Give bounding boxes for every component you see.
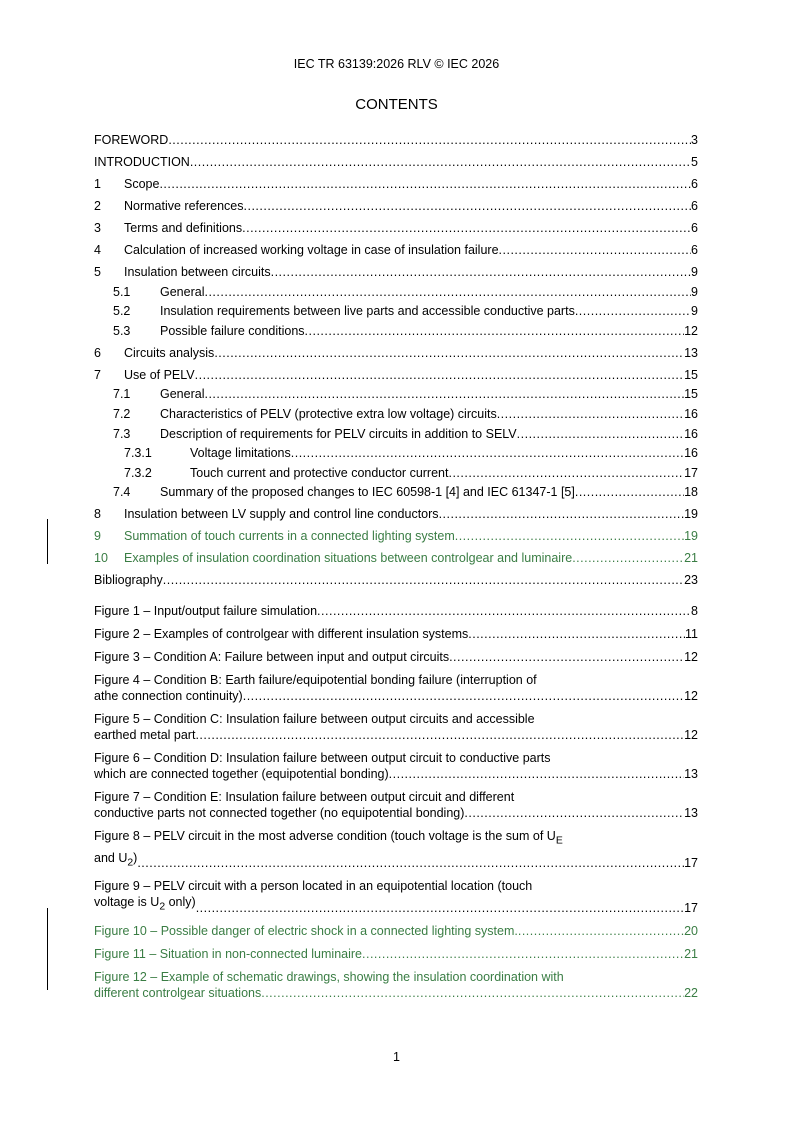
figure-entry-label-line1 [94, 828, 698, 850]
toc-entry-page: 17 [684, 465, 698, 480]
leader-dots [449, 649, 684, 665]
toc-entry[interactable] [94, 499, 698, 521]
figure-entry-page: 13 [684, 767, 698, 781]
leader-dots [168, 133, 691, 147]
figure-entry-row [94, 923, 698, 939]
figure-entry-label-text: Figure 8 – PELV circuit in the most adverse condition (touch voltage is the sum of U [94, 829, 556, 843]
leader-dots [243, 688, 684, 704]
toc-entry[interactable] [94, 360, 698, 382]
figure-entry-label-text: voltage is U [94, 895, 160, 909]
toc-entry-page: 6 [691, 221, 698, 235]
figure-entry-page: 21 [684, 946, 698, 961]
figure-entry-page: 17 [684, 900, 698, 915]
list-of-figures [94, 603, 698, 1008]
figure-entry-label-cont [94, 805, 464, 821]
toc-entry-number: 7.1 [113, 387, 131, 402]
figure-entry-page: 8 [691, 604, 698, 618]
toc-entry-label: Use of PELV [124, 367, 195, 382]
figure-entry-label-line1 [94, 672, 698, 688]
toc-entry-label: Description of requirements for PELV circuits in addition to SELV [160, 426, 517, 441]
figure-entry-label: Figure 11 – Situation in non-connected luminaire [94, 946, 362, 961]
toc-entry[interactable] [94, 299, 698, 319]
figure-entry-page: 20 [684, 923, 698, 938]
subscript: E [555, 835, 563, 847]
figure-entry-label-text: and U [94, 850, 128, 865]
leader-dots [244, 199, 692, 213]
toc-entry-label: FOREWORD [94, 133, 169, 147]
figure-entry-label: Figure 3 – Condition A: Failure between input and output circuits [94, 650, 450, 664]
figure-entry-label: Figure 10 – Possible danger of electric shock in a connected lighting system. [94, 923, 518, 938]
toc-entry-page: 9 [691, 304, 698, 319]
toc-entry-page: 15 [684, 367, 698, 382]
leader-dots [271, 265, 691, 279]
toc-entry-label: Examples of insulation coordination situations between controlgear and luminaire [124, 551, 573, 566]
figure-entry-page: 17 [684, 856, 698, 870]
toc-entry-label: General [160, 284, 205, 299]
toc-entry-page: 13 [684, 345, 698, 360]
figure-entry[interactable] [94, 672, 698, 704]
toc-entry-page: 6 [691, 199, 698, 213]
toc-entry-page: 16 [684, 426, 698, 441]
toc-entry-number: 5.2 [113, 304, 131, 319]
toc-entry-label: Possible failure conditions [160, 323, 305, 338]
toc-entry-label: Scope [124, 177, 160, 191]
figure-entry-label-line2 [94, 688, 698, 704]
figure-entry-label-text: earthed metal part [94, 728, 196, 742]
table-of-contents [94, 125, 698, 587]
leader-dots [214, 346, 684, 360]
leader-dots [389, 766, 684, 782]
toc-entry-number: 6 [94, 345, 101, 360]
leader-dots [137, 855, 684, 871]
toc-entry[interactable] [94, 191, 698, 213]
toc-entry[interactable] [94, 543, 698, 565]
toc-entry-label: Calculation of increased working voltage in case of insulation failure [124, 243, 499, 257]
figure-entry[interactable] [94, 649, 698, 665]
figure-entry[interactable] [94, 946, 698, 962]
toc-entry-page: 6 [691, 243, 698, 257]
toc-entry[interactable] [94, 421, 698, 441]
figure-entry[interactable] [94, 750, 698, 782]
leader-dots [464, 805, 684, 821]
figure-entry[interactable] [94, 603, 698, 619]
change-bar [47, 908, 48, 990]
leader-dots [305, 324, 685, 338]
figure-entry-page: 12 [684, 650, 698, 664]
figure-entry-page: 13 [684, 806, 698, 820]
leader-dots [518, 923, 684, 939]
toc-entry-number: 5.1 [113, 284, 131, 299]
leader-dots [362, 946, 684, 962]
toc-entry[interactable] [94, 169, 698, 191]
toc-entry[interactable] [94, 441, 698, 461]
toc-entry-number: 7 [94, 367, 101, 382]
leader-dots [575, 304, 691, 318]
toc-entry-number: 10 [94, 551, 108, 566]
document-header: IEC TR 63139:2026 RLV © IEC 2026 [293, 57, 500, 71]
figure-entry-label-cont [94, 985, 261, 1001]
toc-entry-label: INTRODUCTION [94, 155, 190, 169]
figure-entry-label-line2 [94, 850, 698, 872]
toc-entry[interactable] [94, 125, 698, 147]
toc-entry[interactable] [94, 147, 698, 169]
figure-entry-label-text: which are connected together (equipotential bonding) [94, 767, 389, 781]
figure-entry[interactable] [94, 923, 698, 939]
leader-dots [499, 243, 692, 257]
figure-entry-page: 12 [684, 689, 698, 703]
toc-entry-label: Insulation requirements between live parts and accessible conductive parts [160, 304, 575, 319]
figure-entry-label-text: Figure 9 – PELV circuit with a person located in an equipotential location (touch [94, 879, 533, 893]
toc-entry-label: Summary of the proposed changes to IEC 60598-1 [4] and IEC 61347-1 [5] [160, 485, 575, 500]
figure-entry-label-text: conductive parts not connected together (no equipotential bonding) [94, 806, 465, 820]
toc-entry-page: 5 [691, 155, 698, 169]
figure-entry-label-line1 [94, 750, 698, 766]
toc-entry-page: 12 [684, 323, 698, 338]
figure-entry-label-text: different controlgear situations [94, 985, 262, 1000]
leader-dots [455, 529, 684, 543]
toc-entry-number: 9 [94, 529, 101, 544]
toc-entry-label: Bibliography [94, 573, 163, 588]
toc-entry-page: 19 [684, 529, 698, 544]
figure-entry-label-tail: ) [133, 850, 138, 865]
leader-dots [468, 626, 685, 642]
toc-entry-number: 7.3.2 [124, 465, 152, 480]
toc-entry-label: Insulation between circuits [124, 265, 271, 279]
figure-entry-label-text: Figure 4 – Condition B: Earth failure/equipotential bonding failure (interruption of [94, 673, 537, 687]
figure-entry-label-cont [94, 727, 195, 743]
figure-entry-label-line1 [94, 789, 698, 805]
figure-entry-label-line2 [94, 766, 698, 782]
figure-entry[interactable] [94, 828, 698, 871]
toc-entry-page: 6 [691, 177, 698, 191]
figure-entry-label-text: Figure 5 – Condition C: Insulation failure between output circuits and accessible [94, 712, 535, 726]
toc-entry-label: Terms and definitions [124, 221, 243, 235]
toc-entry[interactable] [94, 318, 698, 338]
toc-entry-number: 5.3 [113, 323, 131, 338]
figure-entry-label-line2 [94, 805, 698, 821]
toc-entry-label: Insulation between LV supply and control line conductors [124, 507, 439, 522]
figure-entry[interactable] [94, 789, 698, 821]
figure-entry-page: 22 [684, 985, 698, 1000]
figure-entry-label-cont [94, 894, 196, 916]
toc-entry-page: 9 [691, 284, 698, 299]
figure-entry-label-line1 [94, 711, 698, 727]
toc-entry[interactable] [94, 338, 698, 360]
figure-entry-label-line1 [94, 878, 698, 894]
figure-entry-label-tail: only) [165, 895, 196, 909]
leader-dots [261, 985, 684, 1001]
toc-entry-page: 9 [691, 265, 698, 279]
change-bar [47, 519, 48, 564]
figure-entry-label: Figure 2 – Examples of controlgear with different insulation systems [94, 627, 469, 641]
figure-entry-label: Figure 1 – Input/output failure simulation [94, 604, 318, 618]
figure-entry-label-line2 [94, 985, 698, 1001]
leader-dots [439, 507, 685, 521]
leader-dots [159, 177, 691, 191]
toc-entry[interactable] [94, 279, 698, 299]
subscript: 2 [127, 857, 134, 868]
leader-dots [317, 603, 691, 619]
toc-entry-label: General [160, 387, 205, 402]
leader-dots [572, 551, 684, 565]
figure-entry-label-cont [94, 688, 243, 704]
figure-entry-label-line2 [94, 727, 698, 743]
figure-entry-row [94, 603, 698, 619]
leader-dots [291, 446, 684, 460]
toc-entry[interactable] [94, 257, 698, 279]
figure-entry-label-line2 [94, 894, 698, 916]
toc-entry-page: 19 [684, 507, 698, 522]
toc-entry[interactable] [94, 401, 698, 421]
figure-entry-label-text: Figure 6 – Condition D: Insulation failure between output circuit to conductive parts [94, 751, 551, 765]
toc-entry-page: 16 [684, 446, 698, 461]
toc-entry-number: 4 [94, 243, 101, 257]
figure-entry[interactable] [94, 878, 698, 916]
toc-entry-number: 1 [94, 177, 101, 191]
figure-entry[interactable] [94, 626, 698, 642]
leader-dots [163, 573, 684, 587]
leader-dots [204, 285, 691, 299]
toc-entry-page: 16 [684, 406, 698, 421]
figure-entry-page: 12 [684, 728, 698, 742]
figure-entry-label-text: Figure 12 – Example of schematic drawings, showing the insulation coordination with [94, 969, 564, 984]
toc-entry-page: 18 [684, 485, 698, 500]
leader-dots [497, 407, 684, 421]
figure-entry-label-cont [94, 850, 137, 872]
figure-entry-row [94, 626, 698, 642]
figure-entry-label-line1 [94, 969, 698, 985]
toc-entry[interactable] [94, 213, 698, 235]
toc-entry[interactable] [94, 521, 698, 543]
toc-entry-number: 7.3 [113, 426, 131, 441]
page-title: CONTENTS [355, 96, 438, 113]
leader-dots [196, 900, 684, 916]
toc-entry-label: Normative references [124, 199, 244, 213]
toc-entry[interactable] [94, 235, 698, 257]
toc-entry-page: 23 [684, 573, 698, 588]
toc-entry[interactable] [94, 565, 698, 587]
figure-entry-row [94, 946, 698, 962]
toc-entry-number: 7.4 [113, 485, 131, 500]
toc-entry-label: Touch current and protective conductor current [190, 465, 449, 480]
toc-entry-number: 7.2 [113, 406, 131, 421]
figure-entry-page: 11 [685, 627, 698, 641]
figure-entry[interactable] [94, 711, 698, 743]
toc-entry-label: Circuits analysis [124, 345, 215, 360]
page-number: 1 [393, 1050, 400, 1064]
figure-entry-label-text: athe connection continuity) [94, 689, 243, 703]
subscript: 2 [159, 901, 166, 913]
toc-entry-label: Summation of touch currents in a connected lighting system [124, 529, 455, 544]
leader-dots [448, 466, 684, 480]
toc-entry[interactable] [94, 382, 698, 402]
leader-dots [242, 221, 691, 235]
figure-entry-label-cont [94, 766, 389, 782]
figure-entry-label-text: Figure 7 – Condition E: Insulation failure between output circuit and different [94, 790, 515, 804]
toc-entry-number: 2 [94, 199, 101, 213]
figure-entry[interactable] [94, 969, 698, 1001]
leader-dots [190, 155, 691, 169]
toc-entry-label: Characteristics of PELV (protective extra low voltage) circuits [160, 406, 497, 421]
leader-dots [517, 427, 684, 441]
toc-entry-number: 8 [94, 507, 101, 522]
toc-entry[interactable] [94, 480, 698, 500]
toc-entry-number: 3 [94, 221, 101, 235]
toc-entry-page: 3 [691, 133, 698, 147]
figure-entry-row [94, 649, 698, 665]
toc-entry[interactable] [94, 460, 698, 480]
leader-dots [575, 485, 684, 499]
leader-dots [204, 387, 684, 401]
toc-entry-label: Voltage limitations [190, 446, 291, 461]
toc-entry-number: 5 [94, 265, 101, 279]
toc-entry-number: 7.3.1 [124, 446, 152, 461]
leader-dots [195, 368, 684, 382]
leader-dots [195, 727, 684, 743]
toc-entry-page: 21 [684, 551, 698, 566]
toc-entry-page: 15 [684, 387, 698, 402]
